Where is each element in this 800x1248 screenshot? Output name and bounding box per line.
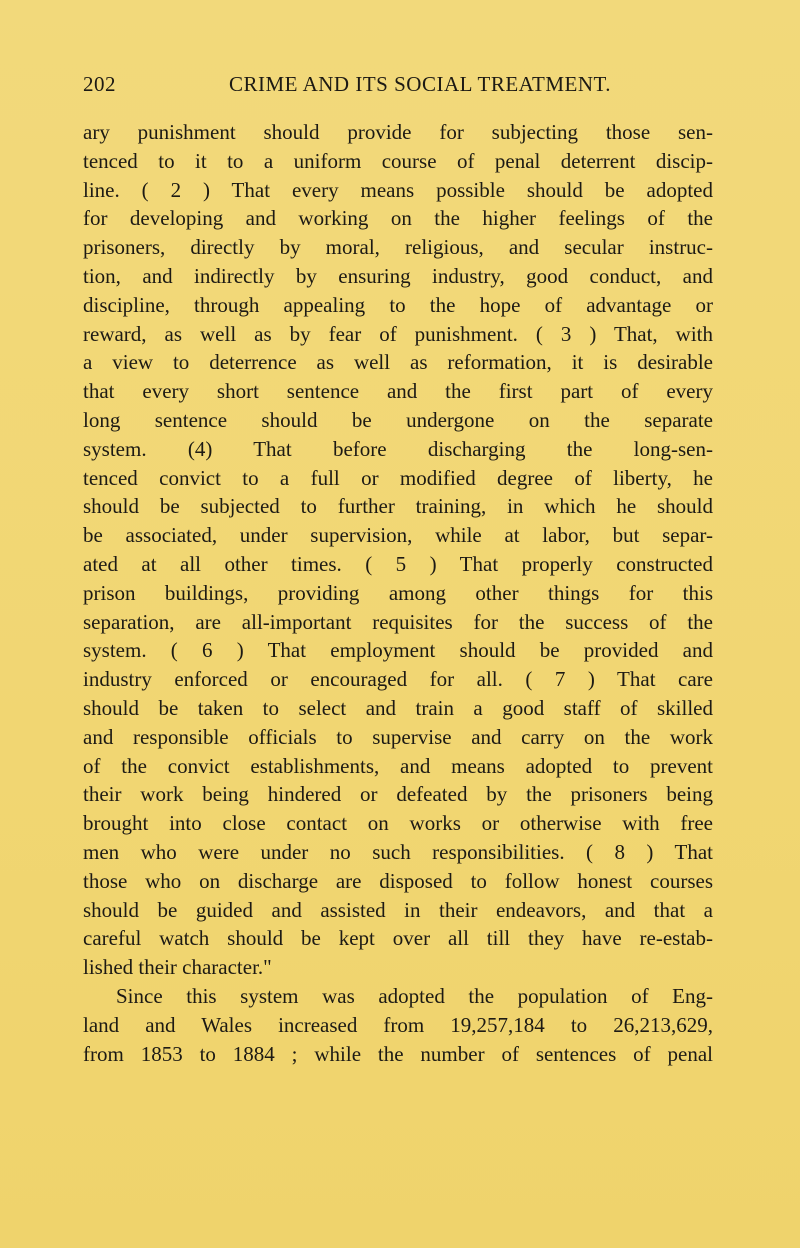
text-line: that every short sentence and the first part of every [83, 379, 713, 404]
text-line: prison buildings, providing among other things for this [83, 580, 713, 605]
page-number: 202 [83, 72, 116, 96]
text-line: and responsible officials to supervise and carry on the work [83, 724, 713, 749]
text-line: discipline, through appealing to the hope of advantage or [83, 292, 713, 317]
text-line: line. ( 2 ) That every means possible should be adopted [83, 177, 713, 202]
text-line: Since this system was adopted the population of Eng- [116, 983, 713, 1008]
text-line: lished their character." [83, 955, 272, 980]
text-line: separation, are all-important requisites for the success of the [83, 609, 713, 634]
text-line: system. ( 6 ) That employment should be provided and [83, 638, 713, 663]
text-line: land and Wales increased from 19,257,184 to 26,213,629, [83, 1012, 713, 1037]
text-line: their work being hindered or defeated by the prisoners being [83, 782, 713, 807]
text-line: should be taken to select and train a good staff of skilled [83, 695, 713, 720]
text-line: system. (4) That before discharging the long-sen- [83, 436, 713, 461]
text-line: be associated, under supervision, while at labor, but separ- [83, 523, 713, 548]
text-line: careful watch should be kept over all till they have re-estab- [83, 926, 713, 951]
text-line: men who were under no such responsibilities. ( 8 ) That [83, 839, 713, 864]
text-line: brought into close contact on works or otherwise with free [83, 811, 713, 836]
text-line: those who on discharge are disposed to follow honest courses [83, 868, 713, 893]
running-head [83, 72, 723, 102]
text-line: tenced convict to a full or modified degree of liberty, he [83, 465, 713, 490]
text-line: prisoners, directly by moral, religious, and secular instruc- [83, 235, 713, 260]
text-line: from 1853 to 1884 ; while the number of sentences of penal [83, 1041, 713, 1066]
running-title: CRIME AND ITS SOCIAL TREATMENT. [229, 72, 612, 96]
text-line: tenced to it to a uniform course of penal deterrent discip- [83, 148, 713, 173]
text-line: industry enforced or encouraged for all. ( 7 ) That care [83, 667, 713, 692]
text-line: tion, and indirectly by ensuring industry, good conduct, and [83, 263, 713, 288]
text-line: for developing and working on the higher feelings of the [83, 206, 713, 231]
text-line: long sentence should be undergone on the separate [83, 407, 713, 432]
text-line: of the convict establishments, and means adopted to prevent [83, 753, 713, 778]
text-line: ated at all other times. ( 5 ) That properly constructed [83, 551, 713, 576]
body-text [83, 118, 713, 1068]
text-line: a view to deterrence as well as reformation, it is desirable [83, 350, 713, 375]
text-line: should be subjected to further training, in which he should [83, 494, 713, 519]
text-line: reward, as well as by fear of punishment. ( 3 ) That, with [83, 321, 713, 346]
text-line: should be guided and assisted in their endeavors, and that a [83, 897, 713, 922]
text-line: ary punishment should provide for subjecting those sen- [83, 120, 713, 144]
